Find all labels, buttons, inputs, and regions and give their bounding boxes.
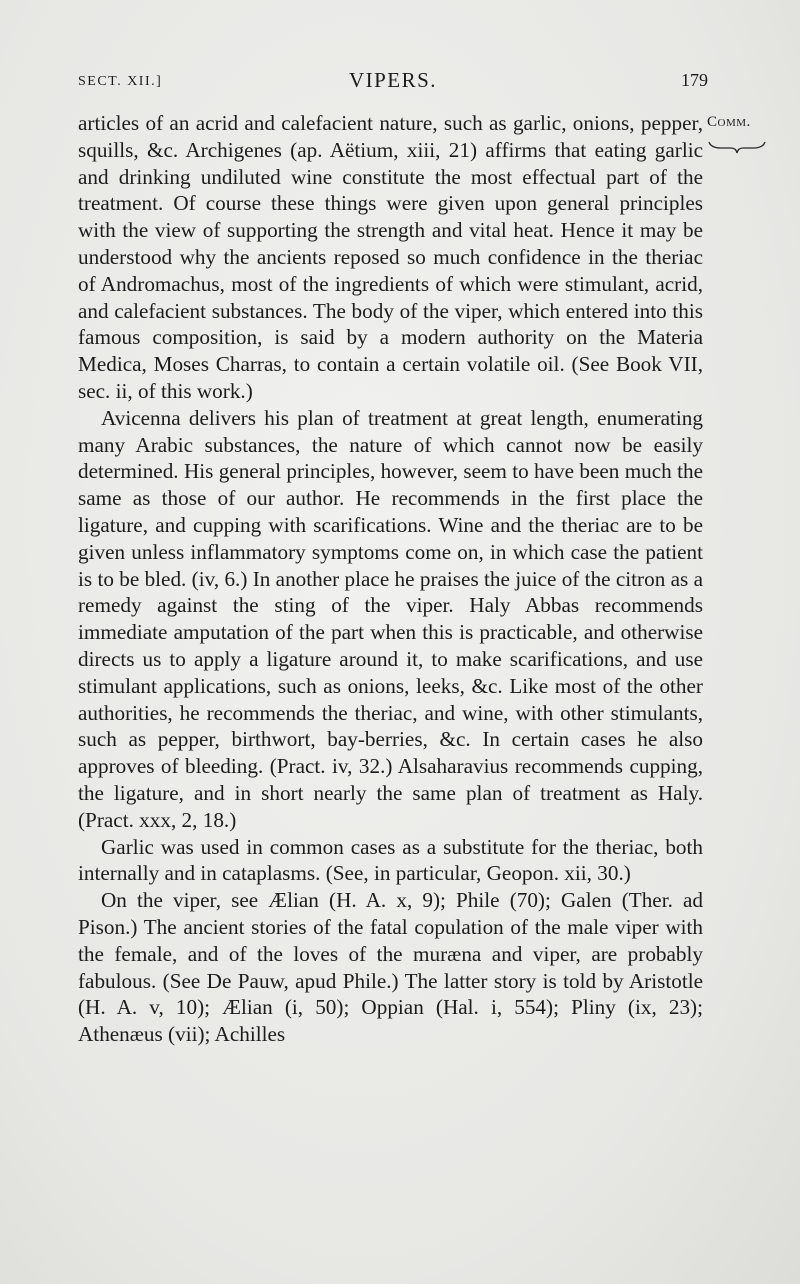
paragraph: Avicenna delivers his plan of treatment at great length, enumerating many Arabic substances, the nature of which cannot now be easily determined. His general principles, however, seem to have been much the same as those of our author. He recommends in the first place the ligature, and cupping with scarifications. Wine and the theriac are to be given unless inflammatory symptoms come on, in which case the patient is to be bled. (iv, 6.) In another place he praises the juice of the citron as a remedy against the sting of the viper. Haly Abbas recommends immediate amputation of the part when this is practicable, and otherwise directs us to apply a ligature around it, to make scarifications, and use stimulant applications, such as onions, leeks, &c. Like most of the other authorities, he recommends the theriac, and wine, with other stimulants, such as pepper, birthwort, bay-berries, &c. In certain cases he also approves of bleeding. (Pract. iv, 32.) Alsaharavius recommends cupping, the ligature, and in short nearly the same plan of treatment as Haly. (Pract. xxx, 2, 18.): [78, 405, 703, 832]
paragraph: articles of an acrid and calefacient nature, such as garlic, onions, pepper, squills, &c. Archigenes (ap. Aëtium, xiii, 21) affirms that eating garlic and drinking undiluted wine constitute the most effectual part of the treatment. Of course these things were given upon general principles with the view of supporting the strength and vital heat. Hence it may be understood why the ancients reposed so much confidence in the theriac of Andromachus, most of the ingredients of which were stimulant, acrid, and calefacient substances. The body of the viper, which entered into this famous composition, is said by a modern authority on the Materia Medica, Moses Charras, to contain a certain volatile oil. (See Book VII, sec. ii, of this work.): [78, 111, 703, 403]
section-reference: SECT. XII.]: [78, 74, 163, 89]
paragraph: Garlic was used in common cases as a substitute for the theriac, both internally and in cataplasms. (See, in particular, Geopon. xii, 30.): [78, 834, 703, 886]
running-head: [78, 68, 708, 98]
paragraph: On the viper, see Ælian (H. A. x, 9); Phile (70); Galen (Ther. ad Pison.) The ancient stories of the fatal copulation of the male viper with the female, and of the loves of the muræna and viper, are probably fabulous. (See De Pauw, apud Phile.) The latter story is told by Aristotle (H. A. v, 10); Ælian (i, 50); Oppian (Hal. i, 554); Pliny (ix, 23); Athenæus (vii); Achilles: [78, 888, 703, 1047]
body-text: [78, 110, 703, 1048]
margin-brace-icon: [707, 140, 767, 154]
page-title: VIPERS.: [348, 68, 438, 92]
margin-note: Comm.: [707, 114, 751, 130]
page-number: 179: [681, 70, 708, 90]
